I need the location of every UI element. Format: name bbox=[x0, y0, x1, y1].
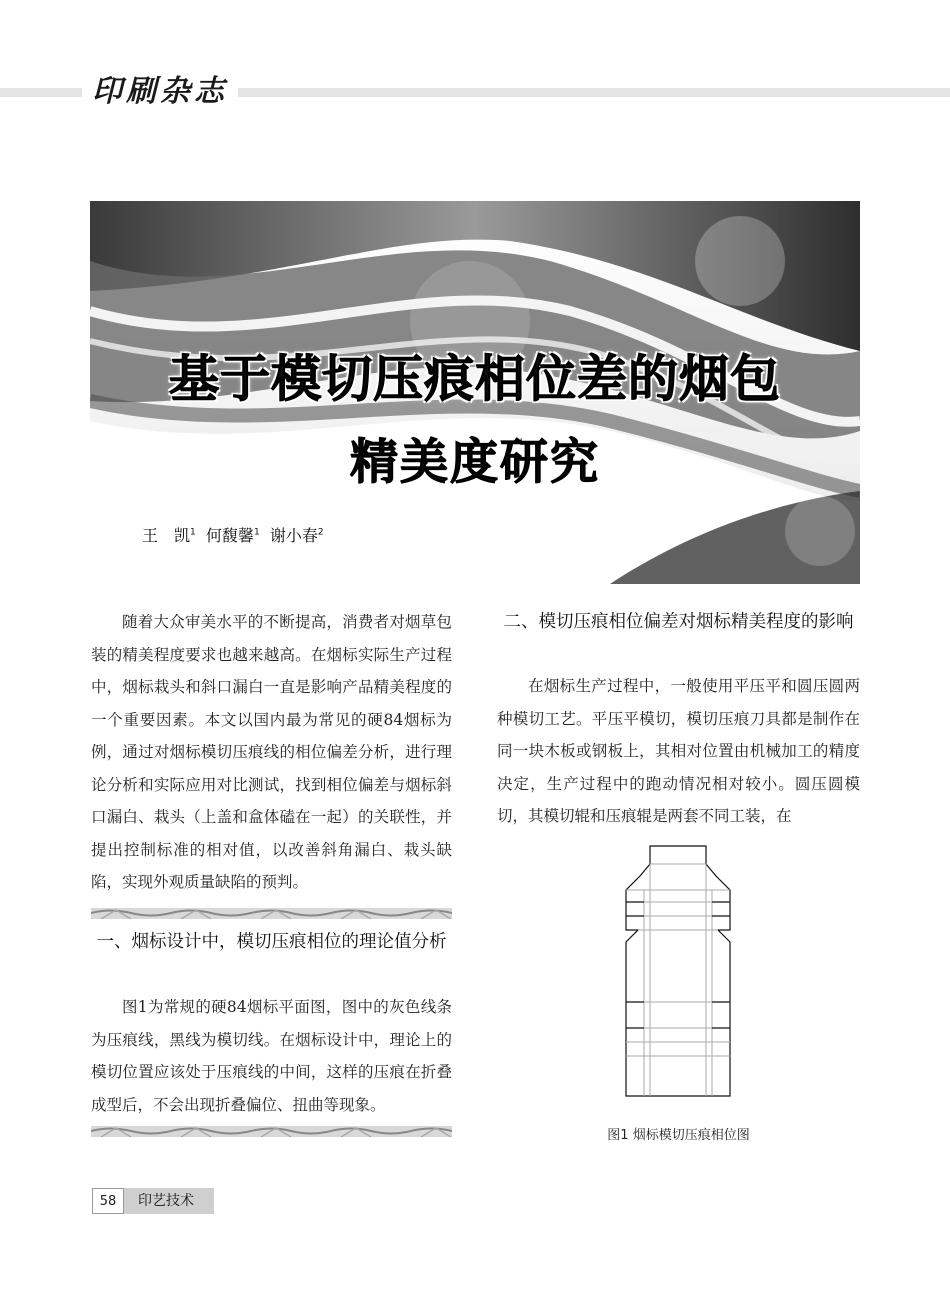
author-name: 王 凯 bbox=[142, 526, 191, 545]
article-title-line1: 基于模切压痕相位差的烟包 bbox=[169, 350, 781, 408]
ornament-divider bbox=[91, 908, 452, 919]
abstract-paragraph: 随着大众审美水平的不断提高，消费者对烟草包装的精美程度要求也越来越高。在烟标实际生产过程中，烟标栽头和斜口漏白一直是影响产品精美程度的一个重要因素。本文以国内最为常见的硬84烟标为例，通过对烟标模切压痕线的相位偏差分析，进行理论分析和实际应用对比测试，找到相位偏差与烟标斜口漏白、栽头（上盖和盒体磕在一起）的关联性，并提出控制标准的相对值，以改善斜角漏白、栽头缺陷，实现外观质量缺陷的预判。 bbox=[91, 613, 452, 891]
journal-logo: 印刷杂志 bbox=[82, 66, 238, 110]
section-label: 印艺技术 bbox=[124, 1188, 214, 1214]
figure-1-dieline bbox=[620, 842, 736, 1102]
section2-heading: 二、模切压痕相位偏差对烟标精美程度的影响 bbox=[503, 612, 854, 632]
section2-paragraph: 在烟标生产过程中，一般使用平压平和圆压圆两种模切工艺。平压平模切，模切压痕刀具都是制作在同一块木板或钢板上，其相对位置由机械加工的精度决定，生产过程中的跑动情况相对较小。圆压圆模切，其模切辊和压痕辊是两套不同工装，在 bbox=[497, 677, 860, 825]
author-name: 谢小春 bbox=[269, 526, 318, 545]
article-title-line2: 精美度研究 bbox=[349, 434, 600, 490]
page-number: 58 bbox=[92, 1188, 124, 1214]
author-list bbox=[142, 523, 324, 546]
figure-caption: 图1 烟标模切压痕相位图 bbox=[607, 1128, 750, 1143]
section1-heading: 一、烟标设计中，模切压痕相位的理论值分析 bbox=[96, 932, 447, 952]
ornament-divider bbox=[91, 1126, 452, 1137]
author-affiliation: 1 bbox=[190, 527, 196, 538]
page-footer bbox=[92, 1188, 214, 1214]
title-banner bbox=[90, 201, 860, 584]
author-affiliation: 2 bbox=[317, 527, 324, 538]
section1-paragraph: 图1为常规的硬84烟标平面图，图中的灰色线条为压痕线，黑线为模切线。在烟标设计中，理论上的模切位置应该处于压痕线的中间，这样的压痕在折叠成型后，不会出现折叠偏位、扭曲等现象。 bbox=[91, 998, 452, 1114]
author-name: 何馥馨 bbox=[205, 526, 254, 545]
author-affiliation: 1 bbox=[253, 527, 260, 538]
